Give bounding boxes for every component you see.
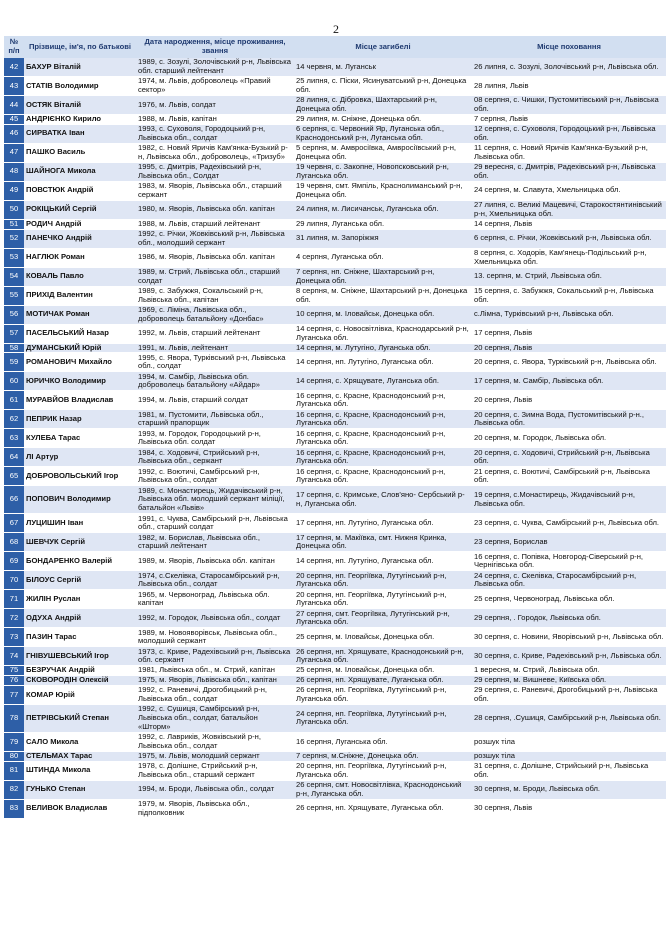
row-number: 73 [4, 628, 24, 647]
row-death: 14 серпня, м. Лутугіно, Луганська обл. [294, 343, 472, 353]
row-burial: 29 серпня, м. Вишневе, Київська обл. [472, 676, 666, 686]
table-row [4, 467, 666, 486]
row-burial: 08 серпня, с. Чишки, Пустомитівський р-н, Львівська обл. [472, 96, 666, 115]
row-burial: 28 серпня, .Сушиця, Самбірський р-н, Львівська обл. [472, 704, 666, 732]
row-name: БОНДАРЕНКО Валерій [24, 552, 136, 571]
row-name: СТАТІВ Володимир [24, 77, 136, 96]
row-number: 42 [4, 58, 24, 77]
table-row [4, 704, 666, 732]
row-born: 1975, м. Львів, молодший сержант [136, 751, 294, 761]
row-death: 25 серпня, м. Іловайськ, Донецька обл. [294, 628, 472, 647]
row-name: СТЕЛЬМАХ Тарас [24, 751, 136, 761]
row-name: МУРАВЙОВ Владислав [24, 391, 136, 410]
row-death: 26 серпня, нп. Хрящувате, Краснодонський р-н, Луганська обл. [294, 647, 472, 666]
row-name: ЛУЦИШИН Іван [24, 514, 136, 533]
row-born: 1978, с. Долішне, Стрийський р-н, Львівська обл., старший сержант [136, 761, 294, 780]
row-name: ПЕПРИК Назар [24, 410, 136, 429]
row-name: КОМАР Юрій [24, 685, 136, 704]
row-death: 7 серпня, м.Сніжне, Донецька обл. [294, 751, 472, 761]
row-born: 1989, м. Новояворівськ, Львівська обл., молодший сержант [136, 628, 294, 647]
row-burial: 28 липня, Львів [472, 77, 666, 96]
row-born: 1984, с. Ходовичі, Стрийський р-н, Львівська обл., сержант [136, 448, 294, 467]
row-burial: 30 серпня, Львів [472, 799, 666, 818]
row-number: 47 [4, 143, 24, 162]
row-name: ГУНЬКО Степан [24, 780, 136, 799]
row-born: 1969, с. Ліміна, Львівська обл., доброволець батальйону «Донбас» [136, 305, 294, 324]
row-name: ЖИЛІН Руслан [24, 590, 136, 609]
row-number: 75 [4, 666, 24, 676]
table-row [4, 676, 666, 686]
table-row [4, 181, 666, 200]
row-burial: 17 серпня, Львів [472, 324, 666, 343]
table-row [4, 647, 666, 666]
row-number: 79 [4, 732, 24, 751]
row-burial: 25 серпня, Червоноград, Львівська обл. [472, 590, 666, 609]
table-row [4, 77, 666, 96]
table-row [4, 514, 666, 533]
row-number: 74 [4, 647, 24, 666]
row-death: 16 серпня, с. Красне, Краснодонський р-н, Луганська обл. [294, 429, 472, 448]
row-burial: 23 серпня, с. Чуква, Самбірський р-н, Львівська обл. [472, 514, 666, 533]
row-number: 55 [4, 286, 24, 305]
row-born: 1975, м. Яворів, Львівська обл., капітан [136, 676, 294, 686]
row-name: КОВАЛЬ Павло [24, 267, 136, 286]
row-burial: 11 серпня, с. Новий Яричів Кам'янка-Бузький р-н, Львівська обл. [472, 143, 666, 162]
row-born: 1994, м. Львів, старший солдат [136, 391, 294, 410]
row-born: 1992, с. Річки, Жовківський р-н, Львівська обл., молодший сержант [136, 229, 294, 248]
row-burial: 30 серпня, с. Новини, Яворівський р-н, Львівська обл. [472, 628, 666, 647]
row-name: СКОВОРОДІН Олексій [24, 676, 136, 686]
row-number: 60 [4, 372, 24, 391]
table-row [4, 372, 666, 391]
row-born: 1974, с.Скелівка, Старосамбірський р-н, Львівська обл., солдат [136, 571, 294, 590]
table-row [4, 162, 666, 181]
row-death: 25 серпня, м. Іловайськ, Донецька обл. [294, 666, 472, 676]
row-name: КУЛЕБА Тарас [24, 429, 136, 448]
table-row [4, 115, 666, 125]
table-row [4, 305, 666, 324]
header-name: Прізвище, ім'я, по батькові [24, 36, 136, 58]
row-death: 25 липня, с. Піски, Ясинуватський р-н, Донецька обл. [294, 77, 472, 96]
row-death: 5 серпня, м. Амвросіївка, Амвросіївський р-н, Донецька обл. [294, 143, 472, 162]
row-name: ПЕТРІВСЬКИЙ Степан [24, 704, 136, 732]
table-row [4, 324, 666, 343]
row-born: 1991, м. Львів, лейтенант [136, 343, 294, 353]
row-born: 1989, м. Яворів, Львівська обл. капітан [136, 552, 294, 571]
row-number: 65 [4, 467, 24, 486]
row-number: 67 [4, 514, 24, 533]
table-body [4, 58, 666, 818]
row-death: 26 серпня, нп. Георгіївка, Лутугінський р-н, Луганська обл. [294, 685, 472, 704]
row-death: 16 серпня, с. Красне, Краснодонський р-н, Луганська обл. [294, 391, 472, 410]
row-name: ШАЙНОГА Микола [24, 162, 136, 181]
table-row [4, 732, 666, 751]
row-death: 16 серпня, с. Красне, Краснодонський р-н, Луганська обл. [294, 467, 472, 486]
memorial-table [4, 36, 666, 819]
row-number: 82 [4, 780, 24, 799]
header-death: Місце загибелі [294, 36, 472, 58]
table-row [4, 429, 666, 448]
row-burial: 16 серпня, с. Попівка, Новгород-Сіверський р-н, Чернігівська обл. [472, 552, 666, 571]
table-row [4, 343, 666, 353]
row-burial: 30 серпня, с. Криве, Радехівський р-н, Львівська обл. [472, 647, 666, 666]
row-number: 71 [4, 590, 24, 609]
row-name: ПОПОВИЧ Володимир [24, 486, 136, 514]
row-burial: 6 серпня, с. Річки, Жовківський р-н, Львівська обл. [472, 229, 666, 248]
row-number: 77 [4, 685, 24, 704]
row-born: 1982, с. Новий Яричів Кам'янка-Бузький р-н, Львівська обл., доброволець, «Тризуб» [136, 143, 294, 162]
table-row [4, 286, 666, 305]
row-number: 70 [4, 571, 24, 590]
row-death: 19 червня, с. Закопне, Новопсковський р-н, Луганська обл. [294, 162, 472, 181]
row-number: 46 [4, 124, 24, 143]
row-born: 1976, м. Львів, солдат [136, 96, 294, 115]
row-burial: 24 серпня, с. Скелівка, Старосамбірський р-н, Львівська обл. [472, 571, 666, 590]
row-name: БАХУР Віталій [24, 58, 136, 77]
row-death: 14 серпня, нп. Лутугіно, Луганська обл. [294, 552, 472, 571]
row-death: 14 серпня, с. Новосвітлівка, Краснодарський р-н, Луганська обл. [294, 324, 472, 343]
row-number: 80 [4, 751, 24, 761]
row-name: ШЕВЧУК Сергій [24, 533, 136, 552]
row-number: 50 [4, 200, 24, 219]
header-num: № п/п [4, 36, 24, 58]
row-born: 1995, с. Дмитрів, Радехівський р-н, Львівська обл., Солдат [136, 162, 294, 181]
row-born: 1991, с. Чуква, Самбірський р-н, Львівська обл., старший солдат [136, 514, 294, 533]
row-death: 20 серпня, нп. Георгіївка, Лутугінський р-н, Луганська обл. [294, 761, 472, 780]
row-burial: 29 вересня, с. Дмитрів, Радехівський р-н, Львівська обл. [472, 162, 666, 181]
row-death: 14 серпня, нп. Лутугіно, Луганська обл. [294, 353, 472, 372]
row-burial: 12 серпня, с. Суховоля, Городоцький р-н, Львівська обл. [472, 124, 666, 143]
row-born: 1993, м. Городок, Городоцький р-н, Львівська обл. солдат [136, 429, 294, 448]
row-name: САЛО Микола [24, 732, 136, 751]
table-row [4, 533, 666, 552]
row-number: 64 [4, 448, 24, 467]
row-name: БІЛОУС Сергій [24, 571, 136, 590]
row-burial: 20 серпня, Львів [472, 391, 666, 410]
row-burial: 31 серпня, с. Долішне, Стрийський р-н, Львівська обл. [472, 761, 666, 780]
row-number: 58 [4, 343, 24, 353]
row-born: 1993, с. Суховоля, Городоцький р-н, Львівська обл., солдат [136, 124, 294, 143]
row-death: 16 серпня, Луганська обл. [294, 732, 472, 751]
table-row [4, 780, 666, 799]
row-number: 54 [4, 267, 24, 286]
row-number: 63 [4, 429, 24, 448]
row-name: АНДРІЄНКО Кирило [24, 115, 136, 125]
row-number: 68 [4, 533, 24, 552]
row-number: 72 [4, 609, 24, 628]
row-death: 14 серпня, с. Хрящувате, Луганська обл. [294, 372, 472, 391]
row-number: 76 [4, 676, 24, 686]
row-death: 16 серпня, с. Красне, Краснодонський р-н, Луганська обл. [294, 410, 472, 429]
row-death: 29 липня, м. Сніжне, Донецька обл. [294, 115, 472, 125]
row-born: 1981, м. Пустомити, Львівська обл., старший прапорщик [136, 410, 294, 429]
row-burial: розшук тіла [472, 732, 666, 751]
row-born: 1994, м. Самбір, Львівська обл. доброволець батальйону «Айдар» [136, 372, 294, 391]
row-born: 1965, м. Червоноград, Львівська обл. капітан [136, 590, 294, 609]
row-born: 1973, с. Криве, Радехівський р-н, Львівська обл. сержант [136, 647, 294, 666]
row-name: ГНІВУШЕВСЬКИЙ Ігор [24, 647, 136, 666]
row-death: 7 серпня, нп. Сніжне, Шахтарський р-н, Донецька обл. [294, 267, 472, 286]
table-row [4, 751, 666, 761]
row-burial: 14 серпня, Львів [472, 219, 666, 229]
row-born: 1992, с. Лавриків, Жовківський р-н, Львівська обл., солдат [136, 732, 294, 751]
row-name: ОСТЯК Віталій [24, 96, 136, 115]
row-born: 1989, с. Забужжя, Сокальський р-н, Львівська обл., капітан [136, 286, 294, 305]
row-name: МОТИЧАК Роман [24, 305, 136, 324]
row-burial: 27 липня, с. Великі Мацевичі, Старокостянтинівський р-н, Хмельницька обл. [472, 200, 666, 219]
table-row [4, 391, 666, 410]
row-burial: 17 серпня, м. Самбір, Львівська обл. [472, 372, 666, 391]
table-row [4, 685, 666, 704]
row-number: 69 [4, 552, 24, 571]
table-row [4, 219, 666, 229]
row-number: 62 [4, 410, 24, 429]
row-burial: 8 серпня, с. Ходорів, Кам'янець-Подільський р-н, Хмельницька обл. [472, 248, 666, 267]
row-born: 1983, м. Яворів, Львівська обл., старший сержант [136, 181, 294, 200]
row-number: 66 [4, 486, 24, 514]
row-number: 51 [4, 219, 24, 229]
row-death: 17 серпня, м. Макіївка, смт. Нижня Кринка, Донецька обл. [294, 533, 472, 552]
row-burial: 13. серпня, м. Стрий, Львівська обл. [472, 267, 666, 286]
row-death: 27 серпня, смт. Георгіївка, Лутугінський р-н, Луганська обл. [294, 609, 472, 628]
row-death: 10 серпня, м. Іловайськ, Донецька обл. [294, 305, 472, 324]
row-born: 1992, с. Сушиця, Самбірський р-н, Львівська обл., солдат, батальйон «Шторм» [136, 704, 294, 732]
table-row [4, 229, 666, 248]
row-name: НАГЛЮК Роман [24, 248, 136, 267]
row-born: 1992, с. Раневичі, Дрогобицький р-н, Львівська обл., солдат [136, 685, 294, 704]
row-born: 1992, м. Городок, Львівська обл., солдат [136, 609, 294, 628]
table-row [4, 628, 666, 647]
row-born: 1989, с. Зозулі, Золочівський р-н, Львівська обл. старший лейтенант [136, 58, 294, 77]
row-death: 24 серпня, нп. Георгіївка, Лутугінський р-н, Луганська обл. [294, 704, 472, 732]
row-number: 81 [4, 761, 24, 780]
row-number: 48 [4, 162, 24, 181]
row-name: РОМАНОВИЧ Михайло [24, 353, 136, 372]
row-burial: 20 серпня, с. Ходовичі, Стрийський р-н, Львівська обл. [472, 448, 666, 467]
row-burial: 1 вересня, м. Стрий, Львівська обл. [472, 666, 666, 676]
row-number: 59 [4, 353, 24, 372]
row-name: ПРИХІД Валентин [24, 286, 136, 305]
row-name: ОДУХА Андрій [24, 609, 136, 628]
table-row [4, 248, 666, 267]
table-row [4, 590, 666, 609]
row-burial: 20 серпня, Львів [472, 343, 666, 353]
row-burial: 20 серпня, с. Явора, Турківський р-н, Львівська обл. [472, 353, 666, 372]
row-burial: 24 серпня, м. Славута, Хмельницька обл. [472, 181, 666, 200]
table-header-row [4, 36, 666, 58]
row-burial: 19 серпня, с.Монастирець, Жидачівський р-н, Львівська обл. [472, 486, 666, 514]
table-row [4, 410, 666, 429]
row-born: 1992, с. Воютичі, Самбірський р-н, Львівська обл., солдат [136, 467, 294, 486]
row-born: 1979, м. Яворів, Львівська обл., підполковник [136, 799, 294, 818]
table-row [4, 353, 666, 372]
row-name: ШТИНДА Микола [24, 761, 136, 780]
row-name: ДУМАНСЬКИЙ Юрій [24, 343, 136, 353]
row-name: СИРВАТКА Іван [24, 124, 136, 143]
row-death: 6 серпня, с. Червоний Яр, Луганська обл., Краснодонський р-н, Луганська обл. [294, 124, 472, 143]
row-burial: 29 серпня, с. Раневичі, Дрогобицький р-н, Львівська обл. [472, 685, 666, 704]
row-number: 53 [4, 248, 24, 267]
row-number: 56 [4, 305, 24, 324]
row-born: 1995, с. Явора, Турківський р-н, Львівська обл., солдат [136, 353, 294, 372]
row-number: 78 [4, 704, 24, 732]
table-row [4, 552, 666, 571]
row-born: 1992, м. Львів, старший лейтенант [136, 324, 294, 343]
row-name: ПАСЕЛЬСЬКИЙ Назар [24, 324, 136, 343]
row-name: РОКІЦЬКИЙ Сергій [24, 200, 136, 219]
row-burial: розшук тіла [472, 751, 666, 761]
row-number: 49 [4, 181, 24, 200]
row-death: 19 червня, смт. Ямпіль, Краснолиманський р-н, Донецька обл. [294, 181, 472, 200]
row-burial: 15 серпня, с. Забужжя, Сокальський р-н, Львівська обл. [472, 286, 666, 305]
row-born: 1994, м. Броди, Львівська обл., солдат [136, 780, 294, 799]
row-number: 61 [4, 391, 24, 410]
row-name: ПАШКО Василь [24, 143, 136, 162]
row-number: 45 [4, 115, 24, 125]
row-born: 1981, Львівська обл., м. Стрий, капітан [136, 666, 294, 676]
row-burial: 23 серпня, Борислав [472, 533, 666, 552]
row-death: 17 серпня, с. Кримське, Слов'яно- Сербський р-н, Луганська обл. [294, 486, 472, 514]
row-death: 29 липня, Луганська обл. [294, 219, 472, 229]
row-born: 1980, м. Яворів, Львівська обл. капітан [136, 200, 294, 219]
row-name: ЮРИЧКО Володимир [24, 372, 136, 391]
row-death: 31 липня, м. Запоріжжя [294, 229, 472, 248]
row-death: 17 серпня, нп. Лутугіно, Луганська обл. [294, 514, 472, 533]
row-name: ДОБРОВОЛЬСЬКИЙ Ігор [24, 467, 136, 486]
row-born: 1982, м. Борислав, Львівська обл., старший лейтенант [136, 533, 294, 552]
row-number: 57 [4, 324, 24, 343]
row-born: 1986, м. Яворів, Львівська обл. капітан [136, 248, 294, 267]
row-name: ПОВСТЮК Андрій [24, 181, 136, 200]
row-number: 52 [4, 229, 24, 248]
table-row [4, 761, 666, 780]
header-burial: Місце поховання [472, 36, 666, 58]
table-row [4, 143, 666, 162]
row-death: 20 серпня, нп. Георгіївка, Лутугінський р-н, Луганська обл. [294, 571, 472, 590]
row-burial: 21 серпня, с. Воютичі, Самбірський р-н, Львівська обл. [472, 467, 666, 486]
row-death: 20 серпня, нп. Георгіївка, Лутугінський р-н, Луганська обл. [294, 590, 472, 609]
table-row [4, 448, 666, 467]
table-row [4, 799, 666, 818]
row-born: 1989, м. Стрий, Львівська обл., старший солдат [136, 267, 294, 286]
row-death: 4 серпня, Луганська обл. [294, 248, 472, 267]
row-death: 28 липня, с. Дібровка, Шахтарський р-н, Донецька обл. [294, 96, 472, 115]
page-number: 2 [333, 22, 339, 36]
row-name: ПАНЕЧКО Андрій [24, 229, 136, 248]
row-burial: 20 серпня, с. Зимна Вода, Пустомитівський р-н., Львівська обл. [472, 410, 666, 429]
row-burial: 26 липня, с. Зозулі, Золочівський р-н, Львівська обл. [472, 58, 666, 77]
row-burial: 7 серпня, Львів [472, 115, 666, 125]
row-death: 26 серпня, нп. Хрящувате, Луганська обл. [294, 799, 472, 818]
table-row [4, 96, 666, 115]
row-number: 83 [4, 799, 24, 818]
row-born: 1974, м. Львів, доброволець «Правий сектор» [136, 77, 294, 96]
table-row [4, 200, 666, 219]
header-born: Дата народження, місце проживання, звання [136, 36, 294, 58]
row-name: РОДИЧ Андрій [24, 219, 136, 229]
row-born: 1989, с. Монастирець, Жидачівський р-н, Львівська обл. молодший сержант міліції, батальйон «Львів» [136, 486, 294, 514]
row-death: 26 серпня, нп. Хрящувате, Луганська обл. [294, 676, 472, 686]
table-row [4, 609, 666, 628]
row-name: БЕЗРУЧАК Андрій [24, 666, 136, 676]
row-burial: 30 серпня, м. Броди, Львівська обл. [472, 780, 666, 799]
row-burial: 29 серпня, . Городок, Львівська обл. [472, 609, 666, 628]
table-row [4, 267, 666, 286]
row-death: 24 липня, м. Лисичанськ, Луганська обл. [294, 200, 472, 219]
row-death: 14 червня, м. Луганськ [294, 58, 472, 77]
row-born: 1988, м. Львів, капітан [136, 115, 294, 125]
table-row [4, 486, 666, 514]
row-number: 44 [4, 96, 24, 115]
row-born: 1988, м. Львів, старший лейтенант [136, 219, 294, 229]
row-name: ВЕЛИВОК Владислав [24, 799, 136, 818]
table-row [4, 58, 666, 77]
row-death: 8 серпня, м. Сніжне, Шахтарський р-н, Донецька обл. [294, 286, 472, 305]
row-death: 16 серпня, с. Красне, Краснодонський р-н, Луганська обл. [294, 448, 472, 467]
table-row [4, 571, 666, 590]
row-number: 43 [4, 77, 24, 96]
table-row [4, 124, 666, 143]
row-burial: 20 серпня, м. Городок, Львівська обл. [472, 429, 666, 448]
row-death: 26 серпня, смт. Новосвітлівка, Краснодонський р-н, Луганська обл. [294, 780, 472, 799]
row-name: ЛІ Артур [24, 448, 136, 467]
row-burial: с.Лімна, Турківський р-н, Львівська обл. [472, 305, 666, 324]
row-name: ПАЗИН Тарас [24, 628, 136, 647]
